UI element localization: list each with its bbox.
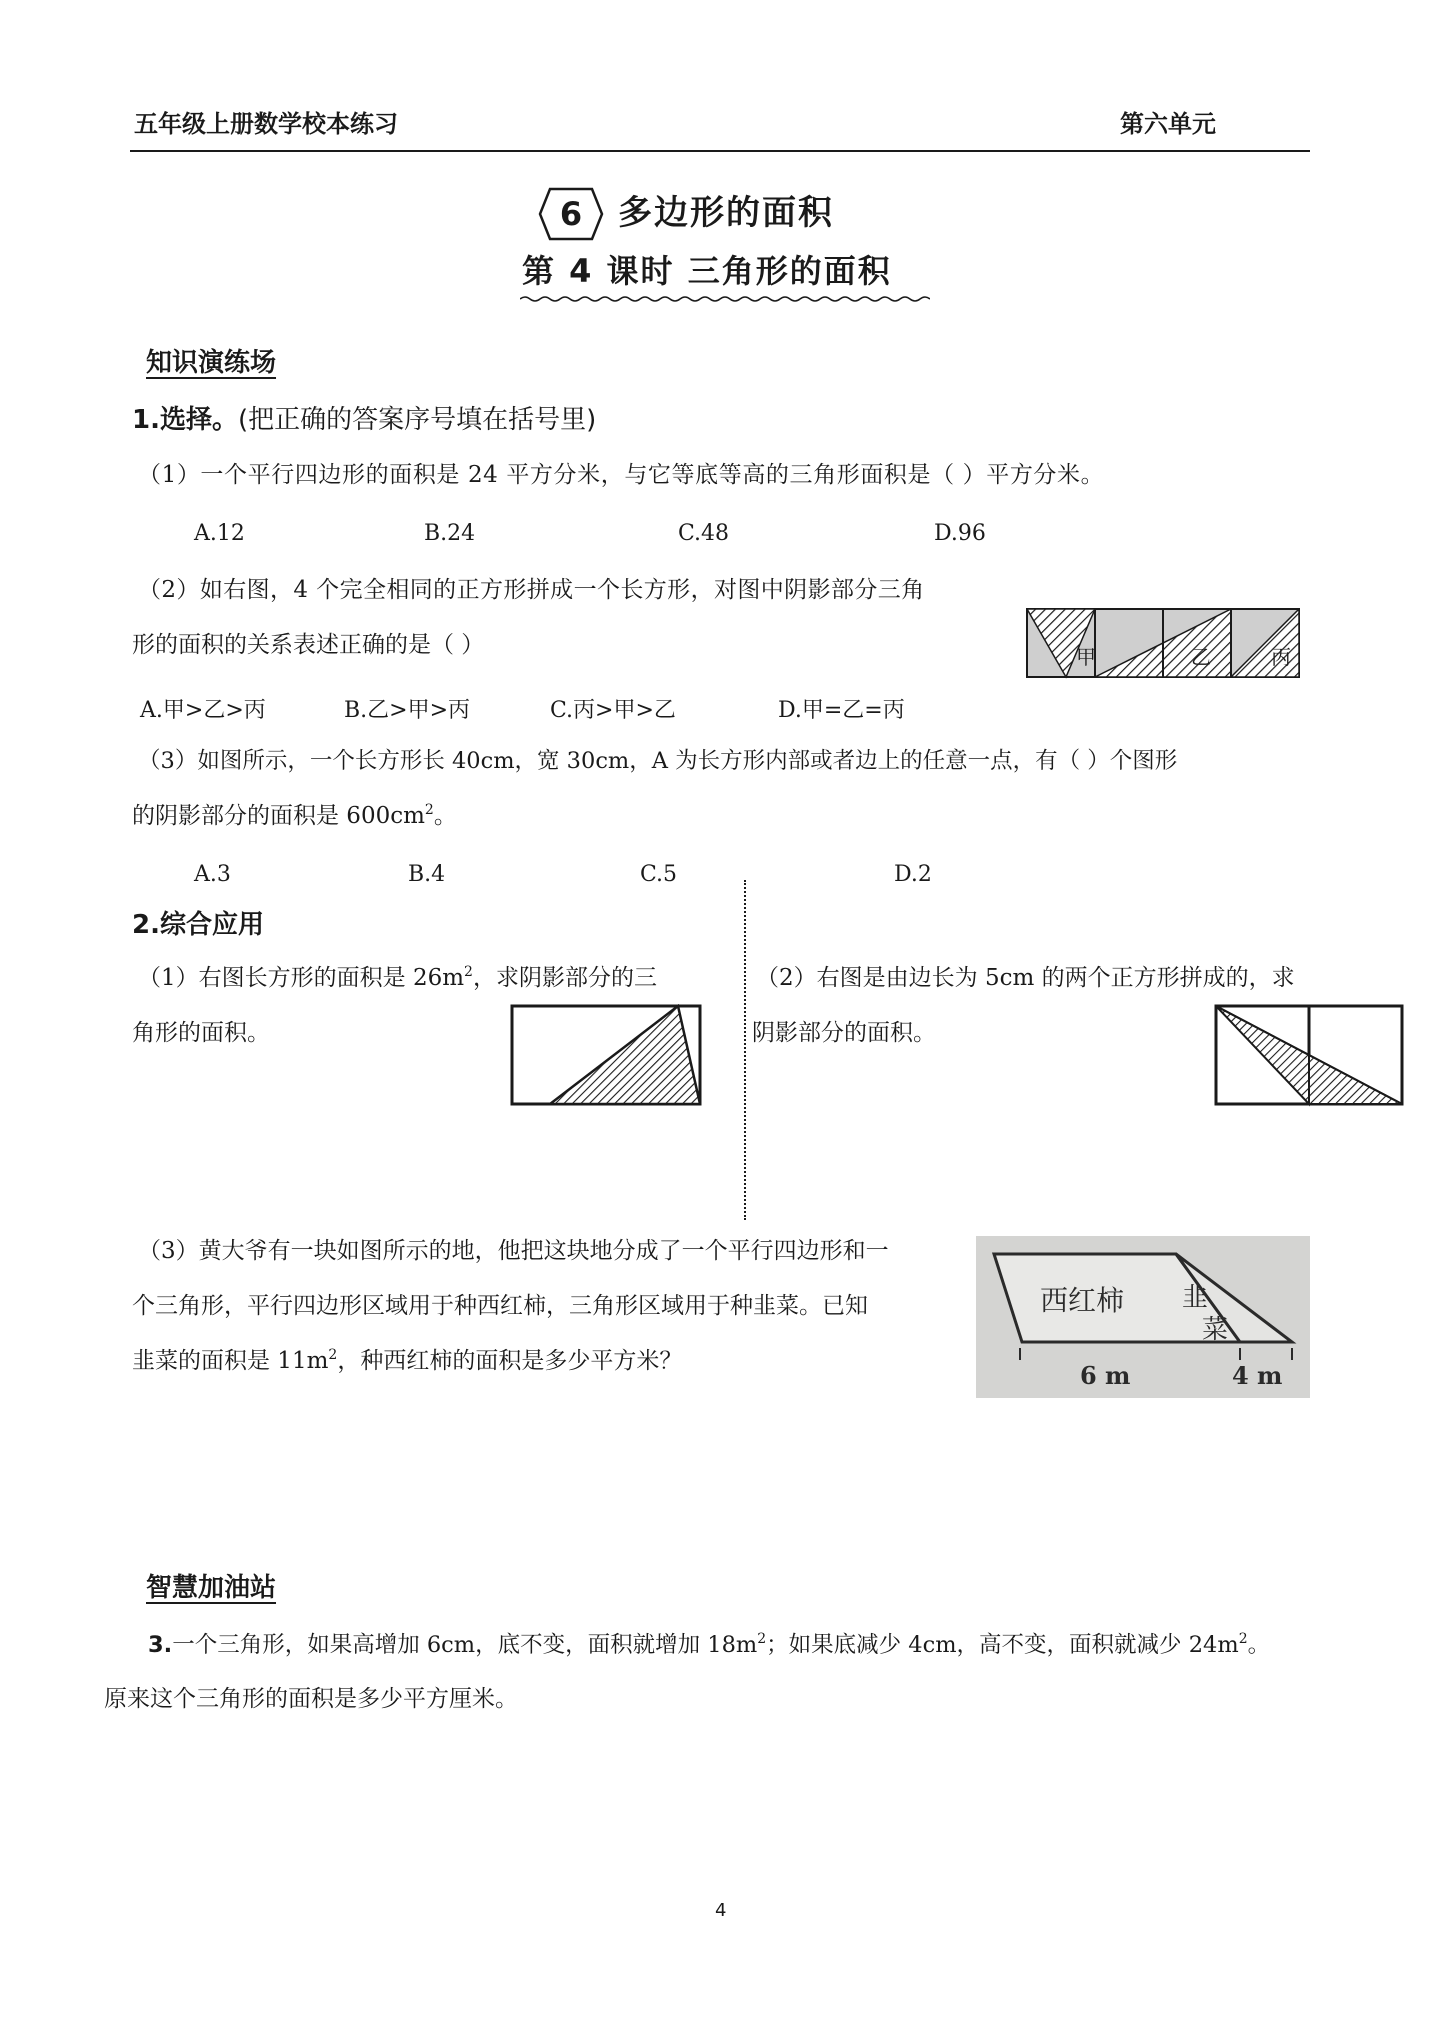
region-chive-label-top: 韭 xyxy=(1182,1283,1209,1313)
page-number: 4 xyxy=(715,1900,727,1921)
q1-3-option-c: C.5 xyxy=(640,862,678,887)
q1-3-option-d: D.2 xyxy=(894,862,932,887)
header-rule xyxy=(130,150,1310,152)
q1-1-option-a: A.12 xyxy=(194,521,245,546)
q1-2-option-c: C.丙>甲>乙 xyxy=(550,698,676,723)
q1-2-line1: （2）如右图，4 个完全相同的正方形拼成一个长方形，对图中阴影部分三角 xyxy=(138,577,925,603)
q2-1-line1: （1）右图长方形的面积是 $26m^2$，求阴影部分的三 xyxy=(138,964,657,991)
label-yi: 乙 xyxy=(1191,645,1211,669)
q1-3-line1: （3）如图所示，一个长方形长 40cm，宽 30cm，A 为长方形内部或者边上的任意一点，有（ ）个图形 xyxy=(138,748,1178,774)
header-left: 五年级上册数学校本练习 xyxy=(134,110,398,138)
four-squares-figure xyxy=(1026,608,1302,680)
q2-3-line2: 个三角形，平行四边形区域用于种西红柿，三角形区域用于种韭菜。已知 xyxy=(132,1293,868,1319)
rectangle-triangle-figure xyxy=(510,1004,704,1108)
q2-heading: 2.综合应用 xyxy=(132,910,264,940)
unit-number: 6 xyxy=(559,195,583,233)
q1-2-option-b: B.乙>甲>丙 xyxy=(344,698,471,723)
lesson-title-underline xyxy=(520,294,930,304)
base-label-4m: 4 m xyxy=(1232,1361,1283,1390)
q1-3-option-a: A.3 xyxy=(194,862,231,887)
q1-2-option-a: A.甲>乙>丙 xyxy=(140,698,266,723)
q2-3-line3: 韭菜的面积是 $11m^2$，种西红柿的面积是多少平方米？ xyxy=(132,1347,683,1374)
q1-3-line2: 的阴影部分的面积是 $600cm^2$。 xyxy=(132,802,457,829)
label-jia: 甲 xyxy=(1076,645,1096,669)
section-heading-practice: 知识演练场 xyxy=(146,348,277,378)
q1-3-option-b: B.4 xyxy=(408,862,446,887)
q1-1-option-d: D.96 xyxy=(934,521,986,546)
q1-heading: 1.选择。(把正确的答案序号填在括号里) xyxy=(132,405,597,435)
q1-2-option-d: D.甲=乙=丙 xyxy=(778,698,905,723)
label-bing: 丙 xyxy=(1271,645,1291,669)
column-divider xyxy=(744,880,746,1220)
q3-line1: 3.一个三角形，如果高增加 6cm，底不变，面积就增加 $18m^2$；如果底减少 4cm，高不变，面积就减少 $24m^2$。 xyxy=(148,1631,1271,1658)
q2-2-line2: 阴影部分的面积。 xyxy=(752,1020,936,1046)
q1-1-text: （1）一个平行四边形的面积是 24 平方分米，与它等底等高的三角形面积是（ ）平方分米。 xyxy=(138,462,1105,488)
q2-2-line1: （2）右图是由边长为 5cm 的两个正方形拼成的，求 xyxy=(756,965,1295,991)
q3-line2: 原来这个三角形的面积是多少平方厘米。 xyxy=(104,1686,518,1712)
header-right: 第六单元 xyxy=(1120,110,1216,138)
two-squares-figure xyxy=(1214,1004,1406,1108)
q2-3-line1: （3）黄大爷有一块如图所示的地，他把这块地分成了一个平行四边形和一 xyxy=(138,1238,889,1264)
region-tomato-label: 西红柿 xyxy=(1040,1284,1125,1317)
q1-2-line2: 形的面积的关系表述正确的是（ ） xyxy=(132,632,485,658)
q1-1-option-c: C.48 xyxy=(678,521,730,546)
farmland-figure xyxy=(976,1236,1310,1398)
q1-1-option-b: B.24 xyxy=(424,521,476,546)
section-heading-challenge: 智慧加油站 xyxy=(146,1573,277,1603)
unit-badge-icon xyxy=(536,184,606,244)
unit-title: 多边形的面积 xyxy=(618,193,834,233)
base-label-6m: 6 m xyxy=(1080,1361,1131,1390)
lesson-title: 第 4 课时 三角形的面积 xyxy=(522,252,892,290)
q2-1-line2: 角形的面积。 xyxy=(132,1020,270,1046)
region-chive-label-bottom: 菜 xyxy=(1202,1315,1229,1345)
